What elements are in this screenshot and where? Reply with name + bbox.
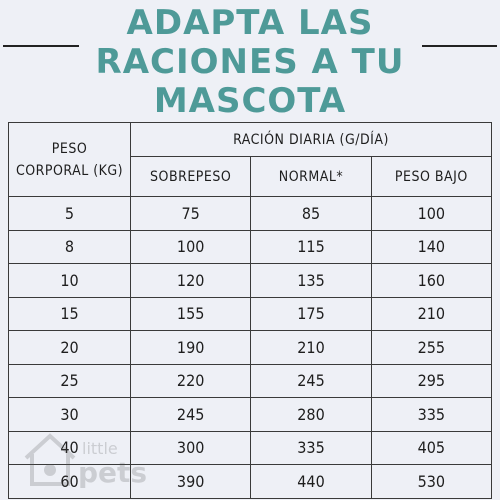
cell-peso-bajo: 335 — [371, 398, 491, 432]
table-row — [9, 398, 492, 432]
cell-normal: 210 — [251, 331, 371, 365]
cell-normal: 85 — [251, 197, 371, 231]
header-racion-diaria: RACIÓN DIARIA (G/DÍA) — [131, 123, 492, 157]
header-peso-line1: PESO — [51, 140, 88, 157]
title-line-2: RACIONES A TU — [95, 42, 405, 82]
cell-normal: 175 — [251, 297, 371, 331]
logo-text-pets: pets — [78, 456, 148, 488]
cell-peso: 8 — [9, 230, 131, 264]
cell-sobrepeso: 190 — [131, 331, 251, 365]
cell-sobrepeso: 155 — [131, 297, 251, 331]
title-line-3: MASCOTA — [153, 81, 347, 121]
cell-sobrepeso: 120 — [131, 264, 251, 298]
paw-pad — [44, 464, 56, 476]
house-paw-icon — [26, 436, 74, 484]
cell-peso-bajo: 295 — [371, 364, 491, 398]
cell-peso: 25 — [9, 364, 131, 398]
cell-normal: 335 — [251, 431, 371, 465]
cell-peso-bajo: 255 — [371, 331, 491, 365]
cell-peso-bajo: 140 — [371, 230, 491, 264]
cell-sobrepeso: 100 — [131, 230, 251, 264]
header-peso-bajo: PESO BAJO — [371, 157, 491, 197]
cell-normal: 115 — [251, 230, 371, 264]
table-row — [9, 264, 492, 298]
logo-text-little: little — [82, 439, 118, 458]
table-row — [9, 197, 492, 231]
cell-normal: 135 — [251, 264, 371, 298]
cell-peso: 10 — [9, 264, 131, 298]
cell-sobrepeso: 245 — [131, 398, 251, 432]
cell-normal: 245 — [251, 364, 371, 398]
cell-peso-bajo: 100 — [371, 197, 491, 231]
cell-peso: 30 — [9, 398, 131, 432]
table-row — [9, 297, 492, 331]
cell-peso: 5 — [9, 197, 131, 231]
header-peso-corporal — [9, 123, 131, 197]
header-sobrepeso: SOBREPESO — [131, 157, 251, 197]
table-row — [9, 230, 492, 264]
table-row — [9, 364, 492, 398]
littlepets-logo — [20, 428, 150, 488]
cell-peso: 60 — [9, 465, 131, 499]
cell-sobrepeso: 300 — [131, 431, 251, 465]
cell-peso: 40 — [9, 431, 131, 465]
cell-sobrepeso: 75 — [131, 197, 251, 231]
cell-normal: 440 — [251, 465, 371, 499]
title-line-1: ADAPTA LAS — [126, 3, 374, 43]
title-block — [0, 0, 500, 121]
header-normal: NORMAL* — [251, 157, 371, 197]
cell-peso-bajo: 405 — [371, 431, 491, 465]
cell-peso: 15 — [9, 297, 131, 331]
cell-sobrepeso: 390 — [131, 465, 251, 499]
cell-sobrepeso: 220 — [131, 364, 251, 398]
cell-peso-bajo: 160 — [371, 264, 491, 298]
header-peso-line2: CORPORAL (KG) — [15, 162, 124, 179]
table-row — [9, 331, 492, 365]
cell-peso-bajo: 210 — [371, 297, 491, 331]
cell-normal: 280 — [251, 398, 371, 432]
cell-peso-bajo: 530 — [371, 465, 491, 499]
cell-peso: 20 — [9, 331, 131, 365]
